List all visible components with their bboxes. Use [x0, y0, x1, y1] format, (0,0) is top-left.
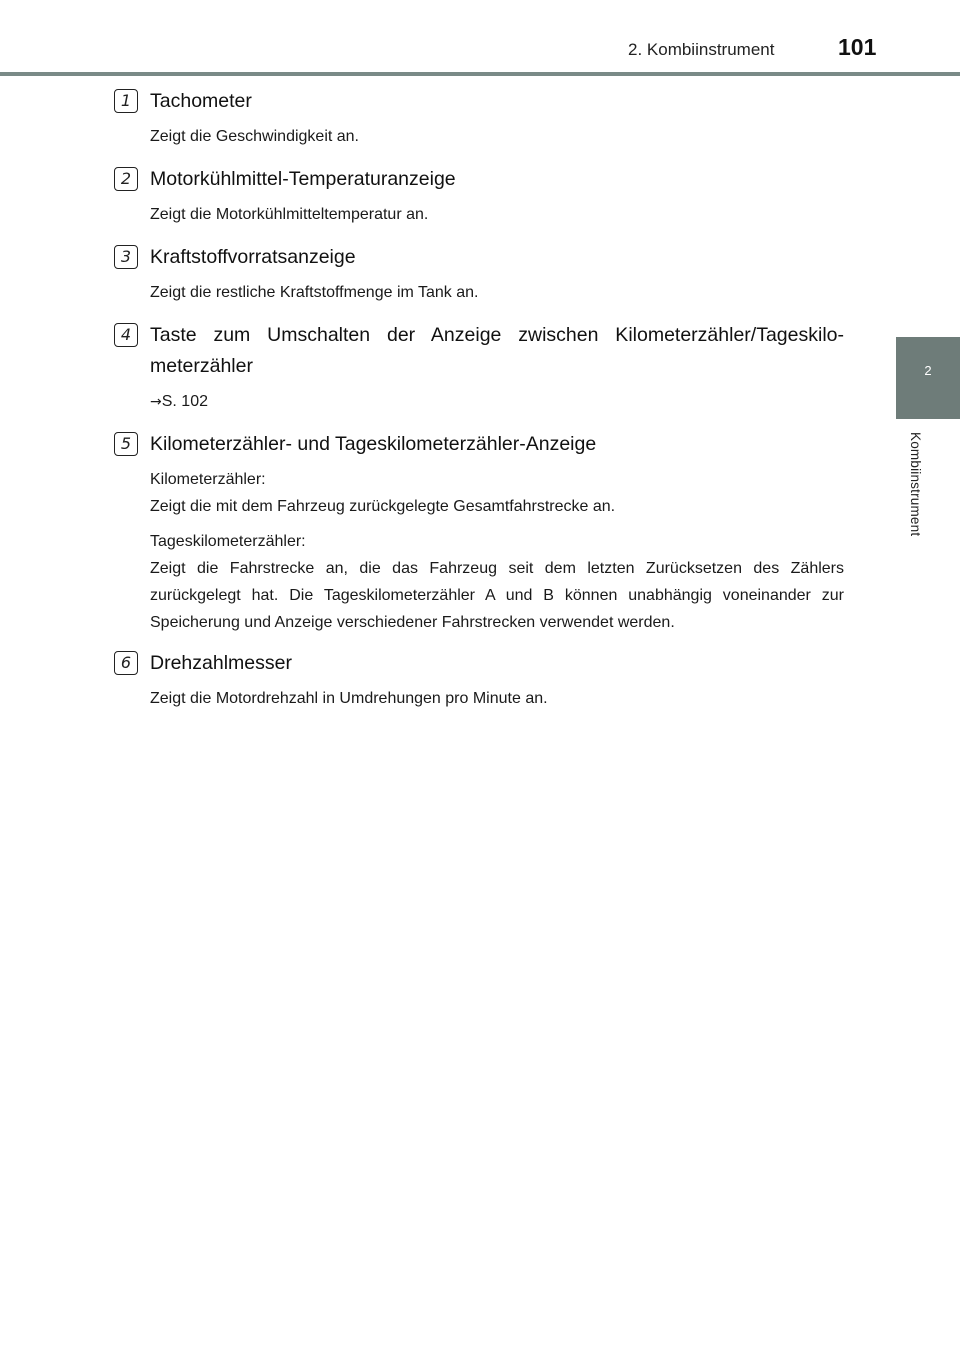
- item-title: Drehzahlmesser: [150, 652, 292, 674]
- page-number: 101: [838, 34, 877, 60]
- item-description: [150, 466, 844, 520]
- list-item: [112, 86, 844, 150]
- item-text: Zeigt die mit dem Fahrzeug zurückgelegte Gesamtfahrstrecke an.: [150, 498, 616, 515]
- list-item: [112, 164, 844, 228]
- arrow-right-icon: →: [150, 394, 162, 410]
- subheading: Kilometerzähler:: [150, 471, 266, 488]
- item-description: Zeigt die Geschwindigkeit an.: [150, 128, 359, 145]
- item-number-badge: 6: [114, 651, 138, 675]
- item-description: [150, 528, 844, 636]
- item-title: Kraftstoffvorratsanzeige: [150, 246, 356, 268]
- subheading: Tageskilometerzähler:: [150, 533, 306, 550]
- list-item: [112, 320, 844, 416]
- item-number-badge: 5: [114, 432, 138, 456]
- item-title: Tachometer: [150, 90, 252, 112]
- chapter-number: 2: [924, 363, 932, 378]
- list-item: [112, 242, 844, 306]
- item-description: Zeigt die Motorkühlmitteltemperatur an.: [150, 206, 429, 223]
- item-text: Zeigt die Fahrstrecke an, die das Fahrzeug seit dem letzten Zurücksetzen des Zählers zurückgelegt hat. Die Tageskilometerzähler A und B können unabhängig voneinander zur Speicherung und Anzeige verschiedener Fahrstrecken verwendet werden.: [150, 560, 844, 631]
- item-description: Zeigt die Motordrehzahl in Umdrehungen pro Minute an.: [150, 690, 548, 707]
- item-number-badge: 3: [114, 245, 138, 269]
- item-title: Kilometerzähler- und Tageskilometerzähler-Anzeige: [150, 433, 597, 455]
- item-description: Zeigt die restliche Kraftstoffmenge im Tank an.: [150, 284, 479, 301]
- cross-reference[interactable]: [150, 388, 844, 416]
- section-title: 2. Kombiinstrument: [628, 40, 775, 59]
- list-item: [112, 648, 844, 712]
- item-title: Motorkühlmittel-Temperaturanzeige: [150, 168, 456, 190]
- item-number-badge: 2: [114, 167, 138, 191]
- reference-link[interactable]: S. 102: [161, 393, 208, 410]
- item-number-badge: 1: [114, 89, 138, 113]
- header-divider: [0, 72, 960, 76]
- chapter-tab: [896, 337, 960, 419]
- page-content: [112, 84, 844, 720]
- page-header: [0, 0, 960, 78]
- item-number-badge: 4: [114, 323, 138, 347]
- item-title: Taste zum Umschalten der Anzeige zwischen Kilometerzähler/Tageskilo-meterzähler: [150, 324, 844, 377]
- chapter-label: Kombiinstrument: [908, 432, 923, 537]
- list-item: [112, 429, 844, 636]
